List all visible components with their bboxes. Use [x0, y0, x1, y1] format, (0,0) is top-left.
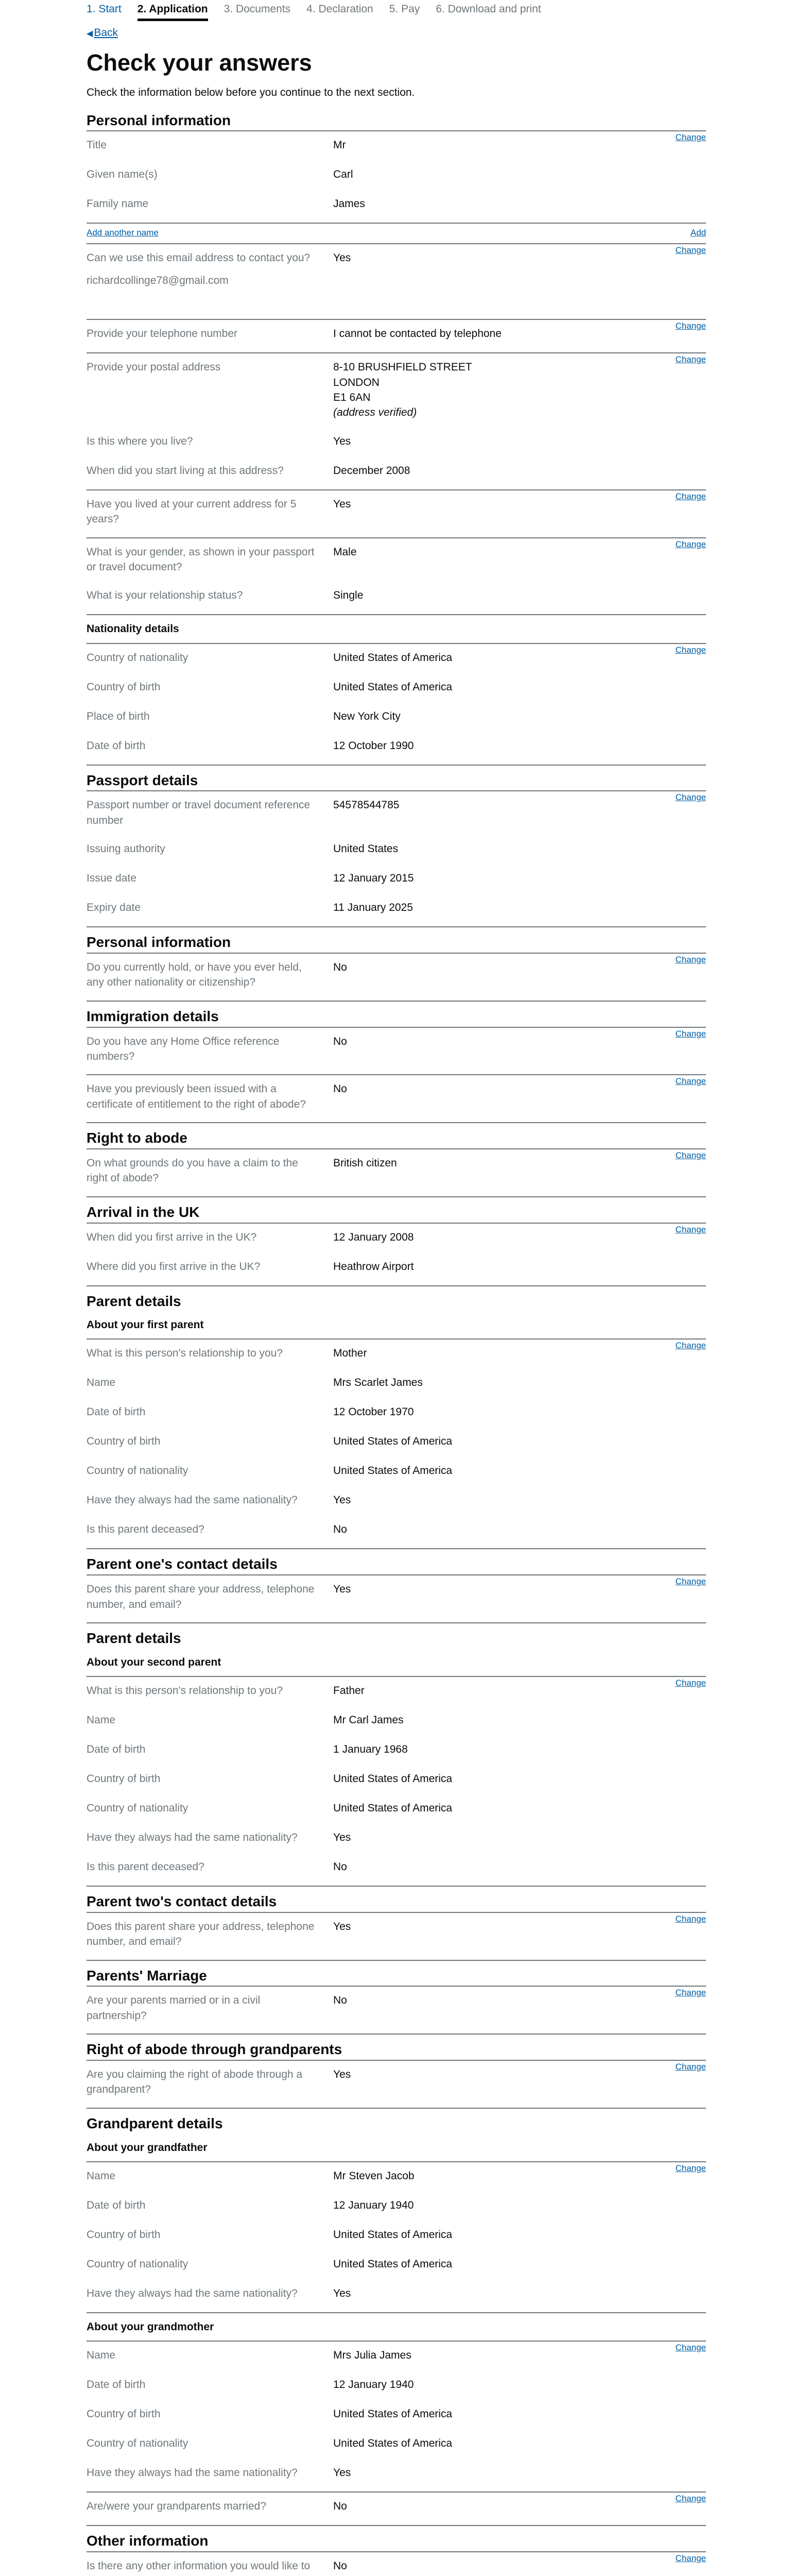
answer: Yes [333, 252, 351, 264]
answer-row [87, 131, 706, 161]
answer: 12 October 1970 [333, 1406, 414, 1418]
question: Country of nationality [87, 651, 188, 664]
answer: Mr [333, 139, 346, 151]
grandfather-group [87, 2161, 706, 2313]
section-arrival-in-uk [87, 1205, 706, 1286]
address-verified-note: (address verified) [333, 406, 417, 419]
change-link[interactable]: Change [675, 792, 706, 803]
answer: No [333, 1035, 347, 1047]
question: Provide your postal address [87, 361, 221, 374]
back-triangle-icon: ◀ [87, 29, 93, 38]
answer-row [87, 644, 706, 673]
question: Date of birth [87, 1406, 146, 1418]
answer-row [87, 1398, 706, 1428]
page [87, 0, 706, 2576]
answer: 12 October 1990 [333, 739, 414, 752]
question: What is your gender, as shown in your passport or travel document? [87, 546, 315, 573]
answer: Yes [333, 1494, 351, 1506]
parent-one-contact-group [87, 1574, 706, 1623]
question: Country of nationality [87, 1465, 188, 1477]
question: Does this parent share your address, telephone number, and email? [87, 1920, 315, 1948]
answer: No [333, 1994, 347, 2007]
question: Provide your telephone number [87, 328, 238, 340]
question: Date of birth [87, 2199, 146, 2211]
answer: United States of America [333, 2258, 453, 2270]
names-group [87, 130, 706, 224]
step-application: 2. Application [137, 3, 208, 21]
answer: United States of America [333, 2437, 453, 2449]
question: Country of nationality [87, 2437, 188, 2449]
question: Is this parent deceased? [87, 1861, 204, 1873]
page-intro: Check the information below before you continue to the next section. [87, 86, 415, 98]
home-office-group [87, 1027, 706, 1076]
answer-row [87, 1736, 706, 1765]
answer-row [87, 1457, 706, 1486]
section-subheading: About your second parent [87, 1656, 221, 1668]
section-immigration-details [87, 1009, 706, 1123]
answer: Yes [333, 2069, 351, 2080]
answer: Yes [333, 2466, 351, 2479]
answer: Mrs Julia James [333, 2349, 411, 2361]
passport-group [87, 790, 706, 927]
question: Date of birth [87, 2378, 146, 2391]
question: What is your relationship status? [87, 589, 243, 602]
answer: United States of America [333, 1465, 453, 1477]
email-group [87, 244, 706, 320]
section-heading: Parent one's contact details [87, 1556, 278, 1572]
answer: 54578544785 [333, 799, 400, 811]
answer-row [87, 894, 706, 923]
answer: United States of America [333, 1773, 453, 1785]
section-parent-one-contact [87, 1556, 706, 1623]
change-link[interactable]: Change [675, 1341, 706, 1351]
section-other-information [87, 2533, 706, 2576]
certificate-group [87, 1075, 706, 1123]
change-link[interactable]: Change [675, 1678, 706, 1688]
abode-grandparents-group [87, 2060, 706, 2109]
answer: No [333, 1861, 347, 1873]
postal-address [333, 360, 706, 420]
question: Given name(s) [87, 168, 158, 181]
question: Where did you first arrive in the UK? [87, 1260, 261, 1273]
section-right-to-abode [87, 1130, 706, 1197]
back-label: Back [94, 27, 118, 39]
grandmother-group [87, 2341, 706, 2493]
change-link[interactable]: Change [675, 2493, 706, 2503]
question: Do you have any Home Office reference numbers? [87, 1035, 280, 1062]
section-parents-marriage [87, 1968, 706, 2035]
answer: James [333, 198, 365, 210]
answer-row [87, 791, 706, 835]
answer: No [333, 2500, 347, 2512]
other-nationality-group [87, 953, 706, 1002]
answer-row [87, 490, 706, 534]
answer: 12 January 1940 [333, 2378, 414, 2391]
answer: I cannot be contacted by telephone [333, 328, 502, 340]
answer-row [87, 2400, 706, 2430]
question: What is this person's relationship to you? [87, 1685, 283, 1697]
first-parent-group [87, 1338, 706, 1549]
nationality-group [87, 643, 706, 766]
answer-row [87, 1706, 706, 1736]
address-group [87, 353, 706, 490]
question: Name [87, 2349, 116, 2361]
address-line: LONDON [333, 376, 380, 388]
answer-row [87, 161, 706, 190]
answer: 12 January 2008 [333, 1231, 414, 1243]
question: Place of birth [87, 710, 150, 722]
step-navigation [87, 0, 706, 21]
section-heading: Parents' Marriage [87, 1967, 207, 1984]
answer: No [333, 961, 347, 973]
question: Issue date [87, 872, 136, 885]
address-line: 8-10 BRUSHFIELD STREET [333, 361, 472, 374]
change-link[interactable]: Change [675, 1988, 706, 1998]
question: Can we use this email address to contact you? [87, 252, 311, 264]
answer: Yes [333, 435, 351, 447]
answer-row [87, 1824, 706, 1853]
question: Passport number or travel document reference number [87, 799, 311, 826]
section-subheading: About your grandfather [87, 2141, 208, 2154]
section-heading: Immigration details [87, 1008, 219, 1024]
change-link[interactable]: Change [675, 2553, 706, 2563]
answer-row [87, 1428, 706, 1457]
answer: Yes [333, 1583, 351, 1596]
question: Country of nationality [87, 2258, 188, 2270]
answer-row [87, 1516, 706, 1545]
answer: Single [333, 589, 364, 602]
answer-row [87, 2250, 706, 2280]
answer: New York City [333, 710, 401, 722]
answer: Yes [333, 2287, 351, 2299]
answer-row [87, 1913, 706, 1957]
question: Is this parent deceased? [87, 1523, 204, 1536]
change-link[interactable]: Change [675, 1577, 706, 1587]
change-link[interactable]: Change [675, 245, 706, 256]
question: When did you first arrive in the UK? [87, 1231, 257, 1243]
answer-row [87, 2493, 706, 2522]
section-other-nationality [87, 935, 706, 1002]
question: Name [87, 1714, 116, 1726]
question: Country of birth [87, 2408, 161, 2420]
answer-row [87, 2371, 706, 2400]
section-subheading: About your first parent [87, 1319, 204, 1331]
answer-row [87, 1075, 706, 1119]
step-start[interactable]: 1. Start [87, 3, 122, 15]
answer: United States of America [333, 1435, 453, 1448]
other-information-group [87, 2551, 706, 2576]
step-pay: 5. Pay [389, 3, 420, 15]
change-link[interactable]: Change [675, 1076, 706, 1087]
answer: No [333, 2560, 347, 2572]
page-title: Check your answers [87, 49, 312, 76]
section-heading: Right to abode [87, 1130, 187, 1146]
question: Country of birth [87, 1773, 161, 1785]
answer: Yes [333, 1920, 351, 1933]
answer-row [87, 1340, 706, 1369]
question: Does this parent share your address, telephone number, and email? [87, 1583, 315, 1611]
back-link[interactable] [87, 27, 118, 39]
answer: Mr Steven Jacob [333, 2170, 415, 2182]
step-documents: 3. Documents [223, 3, 291, 15]
answer-row [87, 1486, 706, 1516]
email-address: richardcollinge78@gmail.com [87, 275, 229, 287]
answer-row [87, 1028, 706, 1072]
question: Name [87, 2170, 116, 2182]
section-heading: Parent details [87, 1293, 181, 1309]
answer: 1 January 1968 [333, 1743, 408, 1756]
answer-row [87, 2430, 706, 2459]
answer-row [87, 2221, 706, 2250]
section-subheading: About your grandmother [87, 2320, 214, 2333]
answer-row [87, 1853, 706, 1883]
five-years-group [87, 490, 706, 538]
section-passport-details [87, 773, 706, 928]
section-heading: Arrival in the UK [87, 1204, 200, 1220]
section-heading: Grandparent details [87, 2115, 223, 2131]
answer-row [87, 2162, 706, 2192]
grandparents-married-group [87, 2493, 706, 2526]
answer: United States of America [333, 1802, 453, 1815]
add-another-name-link[interactable]: Add another name [87, 228, 159, 238]
answer: 11 January 2025 [333, 902, 413, 914]
question: Country of nationality [87, 1802, 188, 1815]
answer: No [333, 1523, 347, 1536]
section-first-parent [87, 1294, 706, 1550]
answer-row [87, 428, 706, 457]
answer: Heathrow Airport [333, 1260, 414, 1273]
section-nationality-details [87, 622, 706, 765]
answer-row [87, 954, 706, 997]
answer-row [87, 320, 706, 349]
gender-group [87, 538, 706, 616]
question: Is this where you live? [87, 435, 193, 447]
answer: United States of America [333, 2228, 453, 2241]
question: When did you start living at this address? [87, 464, 284, 477]
phone-group [87, 320, 706, 353]
answer-row [87, 1677, 706, 1706]
parent-two-contact-group [87, 1912, 706, 1961]
answer-row [87, 244, 706, 274]
answer-row [87, 1575, 706, 1619]
answer-row [87, 457, 706, 486]
question: Name [87, 1377, 116, 1389]
question: What is this person's relationship to you? [87, 1347, 283, 1360]
answer: Male [333, 546, 357, 558]
address-line: E1 6AN [333, 392, 371, 404]
question: Date of birth [87, 1743, 146, 1756]
answer: No [333, 1083, 347, 1095]
section-heading: Passport details [87, 772, 198, 788]
question: Have you previously been issued with a certificate of entitlement to the right of abode? [87, 1083, 306, 1110]
section-heading: Other information [87, 2532, 209, 2549]
change-link[interactable]: Change [675, 1150, 706, 1160]
answer-row [87, 1794, 706, 1824]
marriage-group [87, 1986, 706, 2035]
question: Have they always had the same nationality? [87, 2466, 298, 2479]
answer-row [87, 1369, 706, 1398]
change-link[interactable]: Change [675, 132, 706, 143]
section-heading: Right of abode through grandparents [87, 2041, 342, 2058]
answer-row [87, 2192, 706, 2221]
answer: Yes [333, 1832, 351, 1844]
question: Are your parents married or in a civil partnership? [87, 1994, 261, 2022]
answer-row [87, 673, 706, 703]
answer: December 2008 [333, 464, 410, 477]
answer-row [87, 1149, 706, 1193]
answer-row [87, 865, 706, 894]
step-download: 6. Download and print [436, 3, 541, 15]
section-heading: Personal information [87, 934, 231, 951]
answer: Mother [333, 1347, 367, 1360]
section-heading: Personal information [87, 112, 231, 128]
answer-row [87, 1224, 706, 1253]
arrival-group [87, 1223, 706, 1286]
answer: Yes [333, 498, 351, 510]
answer: Mr Carl James [333, 1714, 404, 1726]
question: Are you claiming the right of abode through a grandparent? [87, 2069, 303, 2096]
question: Are/were your grandparents married? [87, 2500, 267, 2512]
question: Issuing authority [87, 843, 165, 855]
answer: Mrs Scarlet James [333, 1377, 423, 1389]
section-second-parent [87, 1631, 706, 1887]
abode-group [87, 1148, 706, 1197]
answer: United States of America [333, 651, 453, 664]
answer: Carl [333, 168, 353, 181]
question: Country of birth [87, 2228, 161, 2241]
section-heading: Parent two's contact details [87, 1893, 277, 1910]
answer-row [87, 703, 706, 732]
second-parent-group [87, 1676, 706, 1887]
question: Do you currently hold, or have you ever held, any other nationality or citizenship? [87, 961, 302, 989]
answer: United States of America [333, 2408, 453, 2420]
answer-row [87, 1987, 706, 2030]
change-link[interactable]: Change [675, 954, 706, 964]
change-link[interactable]: Change [675, 645, 706, 655]
section-subheading: Nationality details [87, 623, 179, 635]
step-declaration: 4. Declaration [306, 3, 373, 15]
add-name-row [87, 224, 706, 244]
section-personal-information [87, 113, 706, 616]
answer-row [87, 2459, 706, 2488]
question: Date of birth [87, 739, 146, 752]
section-abode-grandparents [87, 2042, 706, 2109]
answer: 12 January 2015 [333, 872, 414, 885]
change-link[interactable]: Change [675, 2342, 706, 2352]
answer-row [87, 2280, 706, 2309]
question: Expiry date [87, 902, 141, 914]
change-link[interactable]: Change [675, 1913, 706, 1924]
section-heading: Parent details [87, 1630, 181, 1647]
answer-row [87, 2552, 706, 2576]
question: Is there any other information you would like to [87, 2560, 311, 2572]
section-parent-two-contact [87, 1894, 706, 1961]
change-link[interactable]: Change [675, 354, 706, 365]
answer-row [87, 538, 706, 582]
question: Have they always had the same nationality? [87, 2287, 298, 2299]
answer-row [87, 1253, 706, 1282]
answer-row [87, 1765, 706, 1794]
change-link[interactable]: Change [675, 1028, 706, 1039]
answer: United States of America [333, 681, 453, 693]
answer: United States [333, 843, 399, 855]
question: On what grounds do you have a claim to the right of abode? [87, 1157, 298, 1184]
section-grandparent-details [87, 2116, 706, 2526]
question: Title [87, 139, 107, 151]
question: Family name [87, 198, 149, 210]
answer: Father [333, 1685, 365, 1697]
add-link[interactable]: Add [690, 228, 706, 238]
question: Have they always had the same nationality? [87, 1832, 298, 1844]
answer-row [87, 353, 706, 428]
change-link[interactable]: Change [675, 2163, 706, 2173]
question: Country of birth [87, 1435, 161, 1448]
answer: 12 January 1940 [333, 2199, 414, 2211]
answer: British citizen [333, 1157, 397, 1169]
question: Have you lived at your current address for 5 years? [87, 498, 297, 526]
change-link[interactable]: Change [675, 539, 706, 549]
question: Country of birth [87, 681, 161, 693]
change-link[interactable]: Change [675, 491, 706, 501]
answer-row [87, 190, 706, 219]
change-link[interactable]: Change [675, 2062, 706, 2072]
answer-row [87, 835, 706, 865]
answer-row [87, 2342, 706, 2371]
answer-row [87, 732, 706, 761]
change-link[interactable]: Change [675, 321, 706, 331]
answer-row [87, 2061, 706, 2105]
change-link[interactable]: Change [675, 1224, 706, 1234]
question: Have they always had the same nationality? [87, 1494, 298, 1506]
answer-row [87, 582, 706, 611]
